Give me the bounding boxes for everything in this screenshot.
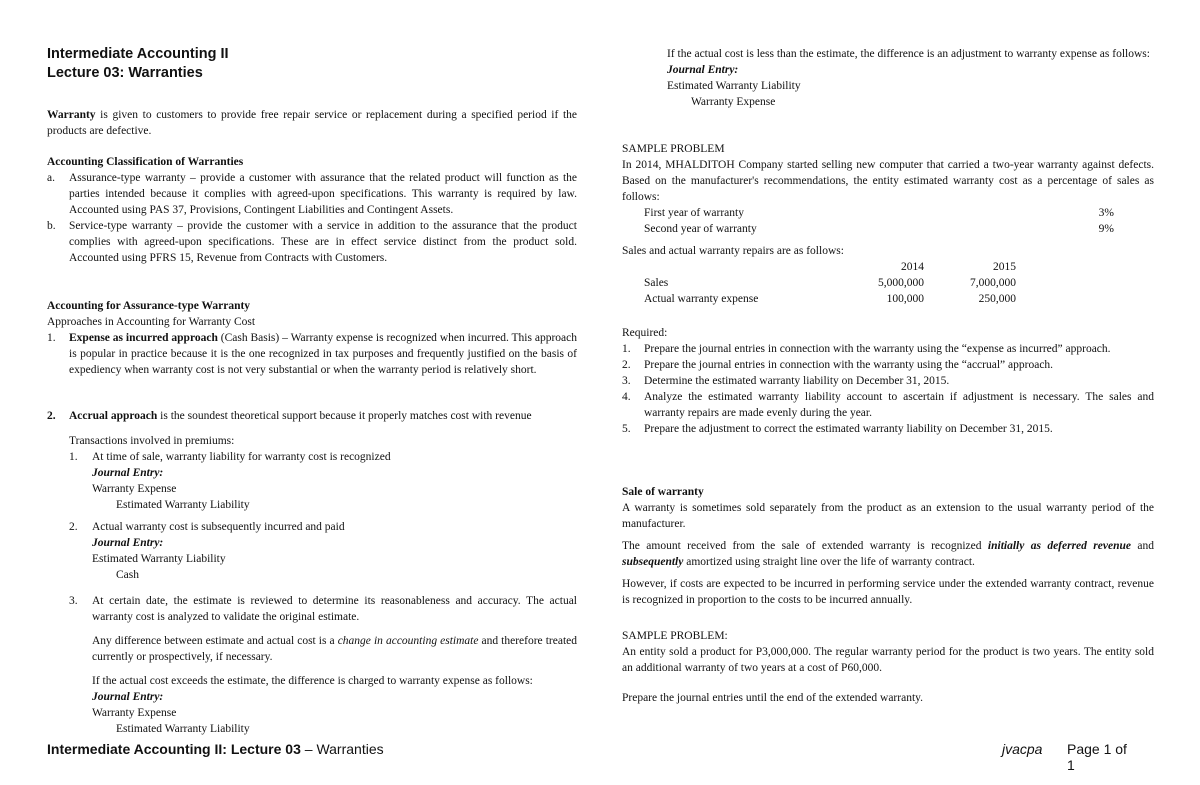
note-text: and therefore treated currently or prospectively, if necessary. bbox=[92, 635, 578, 663]
footer-title-rest: – Warranties bbox=[300, 741, 384, 757]
cell-2014: 100,000 bbox=[886, 293, 924, 305]
journal-entry-label: Journal Entry: bbox=[92, 691, 164, 703]
accrual-section bbox=[47, 408, 577, 424]
journal-credit: Cash bbox=[116, 569, 139, 581]
journal-credit: Estimated Warranty Liability bbox=[116, 499, 250, 511]
rate-value: 9% bbox=[1098, 223, 1114, 235]
required-item bbox=[622, 357, 1154, 373]
journal-entry-label: Journal Entry: bbox=[667, 64, 739, 76]
required-text: Analyze the estimated warranty liability account to ascertain if adjustment is necessary. The sales and warranty repairs are made evenly during the year. bbox=[644, 391, 1154, 419]
approach-term: Accrual approach bbox=[69, 410, 158, 422]
approach-term: Expense as incurred approach bbox=[69, 332, 218, 344]
approach-text: is the soundest theoretical support because it properly matches cost with revenue bbox=[157, 410, 532, 422]
sale-of-warranty-section bbox=[622, 484, 1154, 608]
required-text: Determine the estimated warranty liability on December 31, 2015. bbox=[644, 375, 950, 387]
journal-debit: Estimated Warranty Liability bbox=[92, 553, 226, 565]
title-line-1: Intermediate Accounting II bbox=[47, 46, 229, 62]
cell-2015: 7,000,000 bbox=[970, 277, 1016, 289]
required-label: Required: bbox=[622, 327, 668, 339]
rate-value: 3% bbox=[1098, 207, 1114, 219]
cell-2015: 250,000 bbox=[978, 293, 1016, 305]
journal-debit: Warranty Expense bbox=[92, 483, 177, 495]
table-row bbox=[644, 221, 1114, 237]
classification-item bbox=[47, 218, 577, 266]
note-text: Any difference between estimate and actual cost is a bbox=[92, 635, 338, 647]
classification-item bbox=[47, 170, 577, 218]
sale-paragraph-3: However, if costs are expected to be incurred in performing service under the extended warranty contract, revenue is recognized in proportion to the costs to be incurred annually. bbox=[622, 578, 1154, 606]
required-item bbox=[622, 341, 1154, 357]
classification-section bbox=[47, 154, 577, 266]
sample-problem-2 bbox=[622, 628, 1154, 706]
assurance-section bbox=[47, 298, 577, 378]
required-text: Prepare the journal entries in connection with the warranty using the “expense as incurred” approach. bbox=[644, 343, 1111, 355]
blank-cell bbox=[644, 259, 834, 275]
classification-item-text: Service-type warranty – provide the customer with a service in addition to the assurance that the product complies with agreed-upon specifications. These are in effect service distinct from the product sold. Accounted using PFRS 15, Revenue from Contracts with Customers. bbox=[69, 220, 577, 264]
para-text: amortized using straight line over the life of warranty contract. bbox=[683, 556, 975, 568]
list-marker: 5. bbox=[622, 423, 631, 435]
list-marker: 1. bbox=[47, 332, 56, 344]
transaction-text bbox=[47, 449, 577, 465]
required-text: Prepare the adjustment to correct the estimated warranty liability on December 31, 2015. bbox=[644, 423, 1053, 435]
journal-debit: Estimated Warranty Liability bbox=[667, 80, 801, 92]
list-marker: 3. bbox=[622, 375, 631, 387]
sample-text: In 2014, MHALDITOH Company started selling new computer that carried a two-year warranty against defects. Based on the manufacturer's recommendations, the entity estimated warranty cost as a percentage of sales as follows: bbox=[622, 159, 1154, 203]
para-text: and bbox=[1131, 540, 1154, 552]
classification-item-text: Assurance-type warranty – provide a customer with assurance that the related product will function as the parties intended because it complies with agreed-upon specifications. This warranty is required by law. Accounted using PAS 37, Provisions, Contingent Liabilities and Contingent Assets. bbox=[69, 172, 577, 216]
year-header: 2015 bbox=[993, 261, 1016, 273]
list-marker: 2. bbox=[622, 359, 631, 371]
document-title bbox=[47, 45, 577, 83]
sales-table bbox=[644, 259, 1016, 307]
transaction-2 bbox=[47, 519, 577, 583]
list-marker: 4. bbox=[622, 391, 631, 403]
rate-label: Second year of warranty bbox=[644, 223, 757, 235]
journal-debit: Warranty Expense bbox=[92, 707, 177, 719]
sale-paragraph-2 bbox=[622, 538, 1154, 570]
transaction-1 bbox=[47, 449, 577, 513]
table-row bbox=[644, 205, 1114, 221]
list-marker: a. bbox=[47, 172, 55, 184]
transaction-description: At certain date, the estimate is reviewed to determine its reasonableness and accuracy. The actual warranty cost is analyzed to validate the original estimate. bbox=[92, 595, 577, 623]
title-line-2: Lecture 03: Warranties bbox=[47, 65, 203, 81]
required-section bbox=[622, 325, 1154, 437]
list-marker: 2. bbox=[47, 410, 56, 422]
classification-heading: Accounting Classification of Warranties bbox=[47, 156, 244, 168]
approach-item-2 bbox=[47, 408, 577, 424]
assurance-subheading: Approaches in Accounting for Warranty Cost bbox=[47, 316, 256, 328]
para-emphasis: subsequently bbox=[622, 556, 684, 568]
exceeds-note: If the actual cost exceeds the estimate, the difference is charged to warranty expense as follows: bbox=[92, 675, 533, 687]
required-item bbox=[622, 373, 1154, 389]
required-item bbox=[622, 389, 1154, 421]
sale-paragraph-1: A warranty is sometimes sold separately from the product as an extension to the usual warranty period of the manufacturer. bbox=[622, 502, 1154, 530]
rate-label: First year of warranty bbox=[644, 207, 744, 219]
list-marker: 2. bbox=[69, 521, 78, 533]
row-label: Sales bbox=[644, 277, 669, 289]
note-emphasis: change in accounting estimate bbox=[337, 635, 479, 647]
sample-problem-1 bbox=[622, 141, 1154, 307]
warranty-definition-text: is given to customers to provide free repair service or replacement during a specified period if the products are defective. bbox=[47, 109, 577, 137]
sales-label: Sales and actual warranty repairs are as follows: bbox=[622, 245, 844, 257]
warranty-definition bbox=[47, 107, 577, 139]
approach-item-1 bbox=[47, 330, 577, 378]
page-number: Page 1 of 1 bbox=[1067, 741, 1127, 773]
sale-heading: Sale of warranty bbox=[622, 486, 704, 498]
table-header-row bbox=[644, 259, 1016, 275]
transaction-3 bbox=[47, 593, 577, 737]
journal-entry-label: Journal Entry: bbox=[92, 537, 164, 549]
cell-2014: 5,000,000 bbox=[878, 277, 924, 289]
estimate-change-note bbox=[47, 633, 577, 665]
transaction-description: At time of sale, warranty liability for warranty cost is recognized bbox=[92, 451, 391, 463]
list-marker: 3. bbox=[69, 595, 78, 607]
para-text: The amount received from the sale of extended warranty is recognized bbox=[622, 540, 988, 552]
journal-credit: Estimated Warranty Liability bbox=[116, 723, 250, 735]
footer-author: jvacpa bbox=[1002, 741, 1043, 757]
approach-text: (Cash Basis) – Warranty expense is recognized when incurred. This approach is popular in practice because it is the one recognized in tax purposes and frequently justified on the basis of expediency when warranty cost is not very substantial or when the warranty period is relatively short. bbox=[69, 332, 577, 376]
transaction-text bbox=[47, 593, 577, 625]
journal-credit: Warranty Expense bbox=[691, 96, 776, 108]
rate-table bbox=[644, 205, 1114, 237]
year-header: 2014 bbox=[901, 261, 924, 273]
sample-heading: SAMPLE PROBLEM bbox=[622, 143, 725, 155]
row-label: Actual warranty expense bbox=[644, 293, 759, 305]
sample-heading: SAMPLE PROBLEM: bbox=[622, 630, 728, 642]
table-row bbox=[644, 275, 1016, 291]
transaction-text bbox=[47, 519, 577, 535]
transactions-label: Transactions involved in premiums: bbox=[69, 435, 235, 447]
list-marker: 1. bbox=[69, 451, 78, 463]
para-emphasis: initially as deferred revenue bbox=[987, 540, 1131, 552]
list-marker: b. bbox=[47, 220, 56, 232]
less-than-estimate bbox=[622, 46, 1154, 110]
less-note: If the actual cost is less than the estimate, the difference is an adjustment to warranty expense as follows: bbox=[667, 48, 1150, 60]
assurance-heading: Accounting for Assurance-type Warranty bbox=[47, 300, 251, 312]
warranty-term: Warranty bbox=[47, 109, 96, 121]
footer-title bbox=[47, 741, 384, 757]
footer-title-bold: Intermediate Accounting II: Lecture 03 bbox=[47, 741, 301, 757]
list-marker: 1. bbox=[622, 343, 631, 355]
table-row bbox=[644, 291, 1016, 307]
required-text: Prepare the journal entries in connection with the warranty using the “accrual” approach. bbox=[644, 359, 1054, 371]
sample-text: An entity sold a product for P3,000,000. The regular warranty period for the product is two years. The entity sold an additional warranty of two years at a cost of P60,000. bbox=[622, 646, 1154, 674]
prepare-instruction: Prepare the journal entries until the end of the extended warranty. bbox=[622, 692, 924, 704]
journal-entry-label: Journal Entry: bbox=[92, 467, 164, 479]
required-item bbox=[622, 421, 1154, 437]
transaction-description: Actual warranty cost is subsequently incurred and paid bbox=[92, 521, 345, 533]
